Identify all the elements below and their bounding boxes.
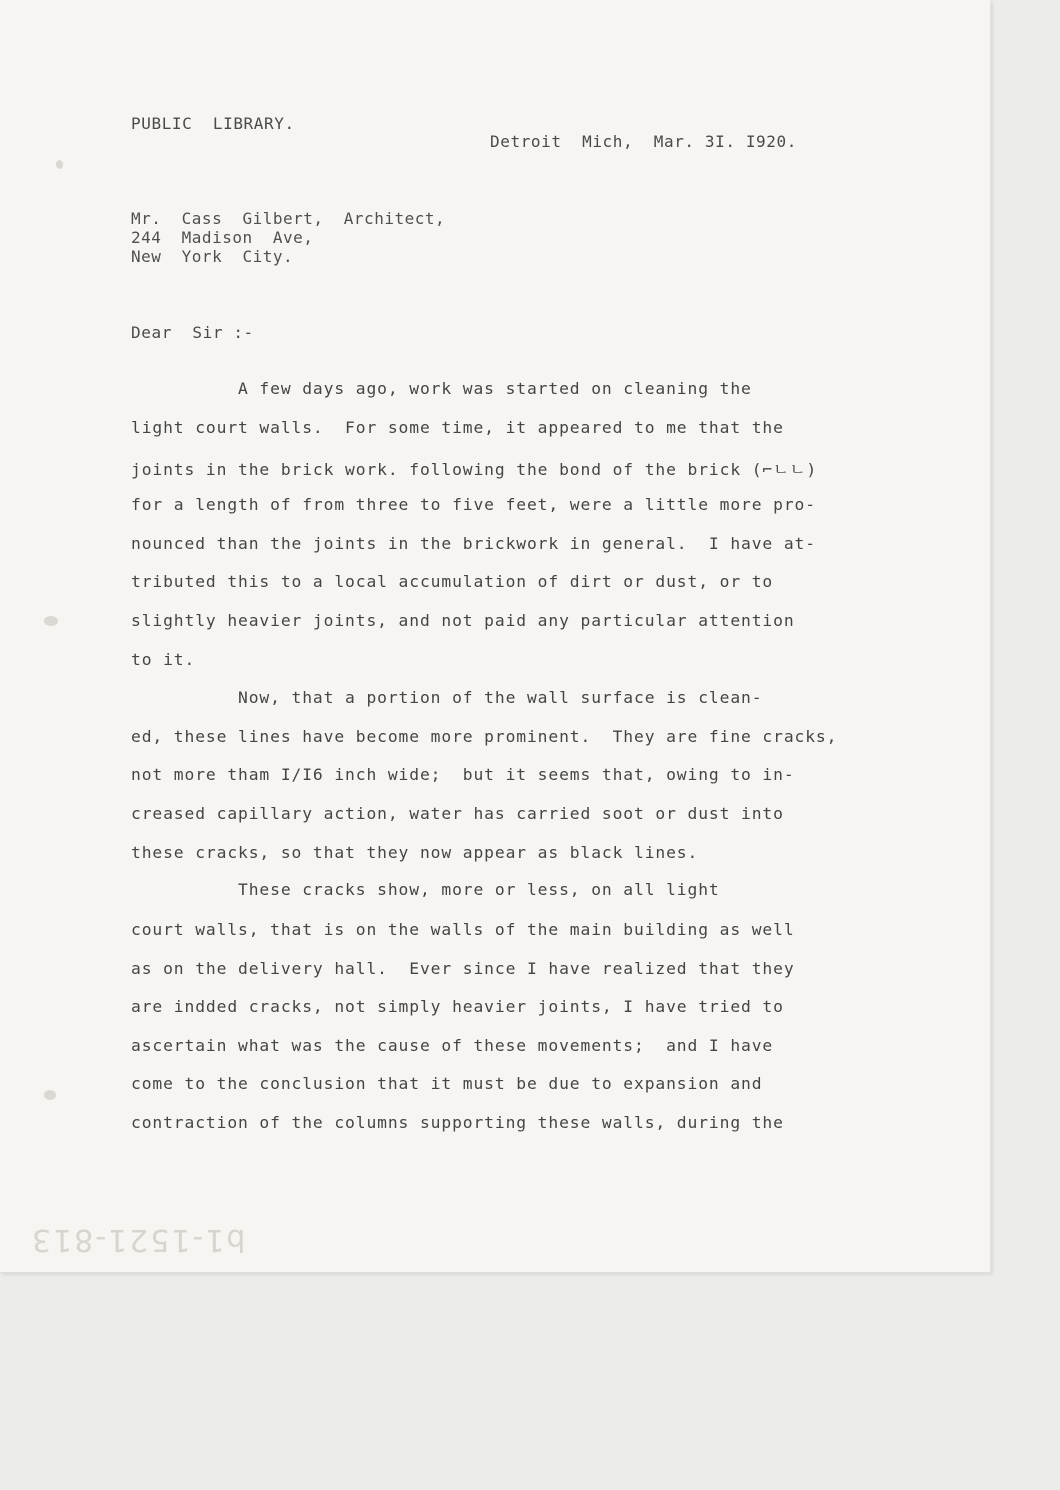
body-line: come to the conclusion that it must be due to expansion and bbox=[131, 1074, 763, 1093]
body-line: nounced than the joints in the brickwork in general. I have at- bbox=[131, 534, 816, 553]
body-line: not more tham I/I6 inch wide; but it seems that, owing to in- bbox=[131, 765, 795, 784]
recipient-line-1: Mr. Cass Gilbert, Architect, bbox=[131, 209, 446, 228]
body-line: contraction of the columns supporting these walls, during the bbox=[131, 1113, 784, 1132]
body-line: to it. bbox=[131, 650, 196, 669]
salutation: Dear Sir :- bbox=[131, 323, 254, 342]
body-line: these cracks, so that they now appear as black lines. bbox=[131, 843, 699, 862]
recipient-line-3: New York City. bbox=[131, 247, 294, 266]
body-line: for a length of from three to five feet, were a little more pro- bbox=[131, 495, 816, 514]
body-line: as on the delivery hall. Ever since I have realized that they bbox=[131, 959, 795, 978]
body-line: Now, that a portion of the wall surface is clean- bbox=[131, 688, 763, 707]
paper-blemish bbox=[56, 160, 63, 169]
body-line: light court walls. For some time, it appeared to me that the bbox=[131, 418, 784, 437]
letterhead: PUBLIC LIBRARY. bbox=[131, 114, 295, 133]
body-line: ed, these lines have become more prominent. They are fine cracks, bbox=[131, 727, 838, 746]
body-line: court walls, that is on the walls of the main building as well bbox=[131, 920, 795, 939]
dateline: Detroit Mich, Mar. 3I. I920. bbox=[490, 132, 797, 151]
body-line: creased capillary action, water has carried soot or dust into bbox=[131, 804, 784, 823]
show-through-stamp: b1-1521-813 bbox=[30, 1222, 246, 1257]
body-line: These cracks show, more or less, on all light bbox=[131, 880, 720, 899]
body-line: tributed this to a local accumulation of dirt or dust, or to bbox=[131, 572, 774, 591]
recipient-line-2: 244 Madison Ave, bbox=[131, 228, 314, 247]
body-line: are indded cracks, not simply heavier joints, I have tried to bbox=[131, 997, 784, 1016]
body-line: joints in the brick work. following the bond of the brick (⌐ㄴㄴ) bbox=[131, 460, 818, 479]
paper-blemish bbox=[44, 1090, 56, 1100]
paper-blemish bbox=[44, 616, 58, 626]
body-line: ascertain what was the cause of these movements; and I have bbox=[131, 1036, 774, 1055]
body-line: slightly heavier joints, and not paid any particular attention bbox=[131, 611, 795, 630]
body-line: A few days ago, work was started on cleaning the bbox=[131, 379, 752, 398]
